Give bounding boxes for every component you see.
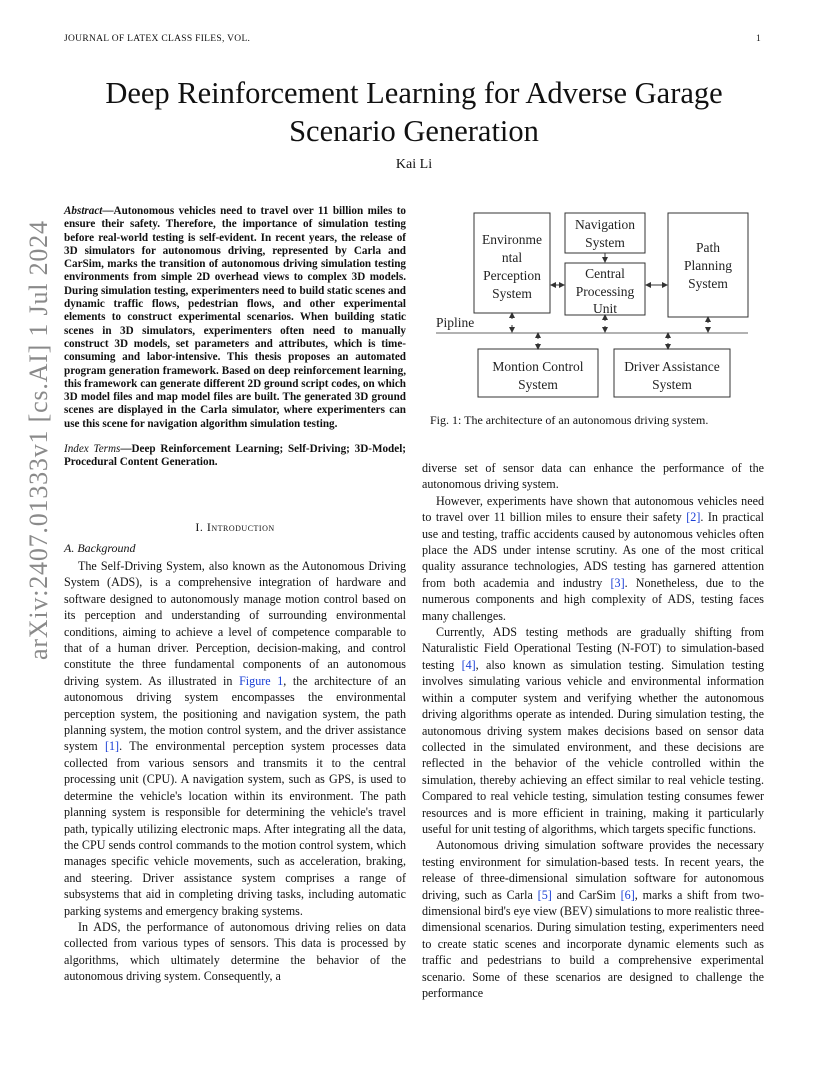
driver-label-1: Driver Assistance — [624, 359, 720, 374]
path-label-3: System — [688, 276, 728, 291]
env-label-3: Perception — [483, 268, 541, 283]
cpu-label-3: Unit — [592, 301, 618, 316]
citation-link[interactable]: [4] — [461, 657, 476, 672]
section-title: Introduction — [206, 520, 275, 534]
index-terms — [64, 443, 406, 470]
pipeline-label: Pipline — [436, 315, 475, 330]
citation-link[interactable]: [5] — [537, 887, 552, 902]
motion-label-1: Montion Control — [492, 359, 584, 374]
paragraph: However, experiments have shown that autonomous vehicles need to travel over 11 billion miles to ensure their safety [2]. In practical use and testing, traffic accidents caused by autonomous vehicles often place the ADS under intense scrutiny. As one of the most critical quality assurance technologies, ADS testing has garnered attention from both academia and industry [3]. Nonetheless, due to the numerous components and high complexity of ADS, testing faces many challenges. — [422, 493, 764, 623]
motion-label-2: System — [518, 377, 558, 392]
cpu-label-1: Central — [585, 266, 625, 281]
title-line-1: Deep Reinforcement Learning for Adverse Garage — [105, 76, 723, 110]
citation-link[interactable]: [3] — [610, 575, 625, 590]
citation-link[interactable]: [2] — [686, 510, 701, 525]
architecture-figure — [430, 205, 764, 405]
abstract-label: Abstract — [64, 205, 103, 217]
right-column — [422, 460, 764, 1001]
paragraph: Autonomous driving simulation software provides the necessary testing environment for simulation-based tests. In recent years, the release of three-dimensional simulation software for autonomous driving, such as Carla [5] and CarSim [6], marks a shift from two-dimensional bird's eye view (BEV) simulations to more realistic three-dimensional scenarios. During simulation testing, experimenters need to create static scenes and incorporate dynamic elements such as traffic and pedestrians to build a comprehensive experimental scenario. Some of these scenarios are designed to challenge the performance — [422, 838, 764, 1000]
section-number: I. — [195, 520, 204, 534]
env-label-1: Environme — [482, 232, 542, 247]
paper-title — [40, 74, 788, 150]
env-label-4: System — [492, 286, 532, 301]
citation-link[interactable]: [6] — [620, 887, 635, 902]
author-name: Kai Li — [395, 157, 433, 172]
journal-header: JOURNAL OF LATEX CLASS FILES, VOL. — [64, 34, 251, 44]
paragraph: diverse set of sensor data can enhance the performance of the autonomous driving system. — [422, 461, 764, 492]
path-label-1: Path — [695, 240, 721, 255]
subsection-heading: A. Background — [64, 541, 136, 555]
nav-label-2: System — [585, 235, 625, 250]
path-label-2: Planning — [683, 258, 733, 273]
figure-caption: Fig. 1: The architecture of an autonomous driving system. — [430, 413, 709, 427]
citation-link[interactable]: [1] — [104, 739, 120, 754]
env-label-2: ntal — [501, 250, 523, 265]
section-heading — [64, 520, 406, 535]
paragraph: Currently, ADS testing methods are gradually shifting from Naturalistic Field Operational Testing (N-FOT) to simulation-based testing [4], also known as simulation testing. Simulation testing involves simulating various vehicle and environmental information within a computer system and verifying whether the autonomous driving algorithms operate as intended. During simulation testing, the autonomous driving system makes decisions based on sensor data collected in the simulated environment, and these decisions are reflected in the behavior of the vehicle controlled within the simulation, thereby achieving an effect similar to real vehicle testing. Compared to real vehicle testing, simulation testing consumes fewer resources and is more efficient in training, making it particularly useful for unit testing of algorithms, which targets specific functions. — [422, 625, 764, 836]
arxiv-stamp: arXiv:2407.01333v1 [cs.AI] 1 Jul 2024 — [24, 220, 53, 660]
page-number: 1 — [756, 34, 761, 44]
abstract-text: —Autonomous vehicles need to travel over 11 billion miles to ensure their safety. Therefore, the importance of simulation testing before real-world testing is self-evident. In recent years, the release of 3D simulators for autonomous driving, represented by Carla and CarSim, marks the transition of autonomous driving simulation testing environments from simple 2D overhead views to complex 3D models. During simulation testing, experimenters need to build static scenes and dynamic traffic flows, pedestrian flows, and other experimental elements to construct experimental scenarios. When building static scenes in 3D simulators, experimenters often need to manually construct 3D models, set parameters and attributes, which is time-consuming and labor-intensive. This thesis proposes an automated program generation framework. Based on deep reinforcement learning, this framework can generate different 2D ground script codes, on which 3D model files and map model files are built. The generated 3D ground scenes are displayed in the Carla simulator, where experimenters can use this scene for navigation algorithm simulation testing. — [64, 205, 406, 430]
index-terms-text: —Deep Reinforcement Learning; Self-Driving; 3D-Model; Procedural Content Generation. — [64, 443, 406, 469]
nav-label-1: Navigation — [575, 217, 635, 232]
paragraph: In ADS, the performance of autonomous driving relies on data collected from various types of sensors. This data is processed by algorithms, which ultimately determine the behavior of the autonomous driving system. Consequently, a — [64, 919, 406, 984]
abstract — [64, 205, 406, 431]
title-line-2: Scenario Generation — [289, 114, 539, 148]
figure-link[interactable]: Figure 1 — [239, 673, 284, 688]
paragraph: The Self-Driving System, also known as the Autonomous Driving System (ADS), is a comprehensive integration of hardware and software designed to autonomously manage motion control based on its perception and understanding of surrounding environmental conditions, aiming to achieve a level of competence comparable to that of a human driver. Perception, decision-making, and control constitute the three fundamental components of an autonomous driving system. As illustrated in Figure 1, the architecture of an autonomous driving system encompasses the environmental perception system, the positioning and navigation system, the path planning system, the motion control system, and the driver assistance system [1]. The environmental perception system processes data collected from various sensors and transmits it to the central processing unit (CPU). A navigation system, such as GPS, is used to determine the vehicle's location within its environment. The path planning system is responsible for determining the vehicle's travel path, typically utilizing electronic maps. After integrating all the data, the CPU sends control commands to the motion control system, which manages specific vehicle movements, such as acceleration, braking, and steering. Driver assistance system comprises a range of subsystems that aid in completing driving tasks, including automatic parking systems and emergency braking systems. — [64, 559, 406, 918]
driver-label-2: System — [652, 377, 692, 392]
index-terms-label: Index Terms — [64, 443, 121, 455]
left-column — [64, 558, 406, 985]
cpu-label-2: Processing — [575, 284, 635, 299]
